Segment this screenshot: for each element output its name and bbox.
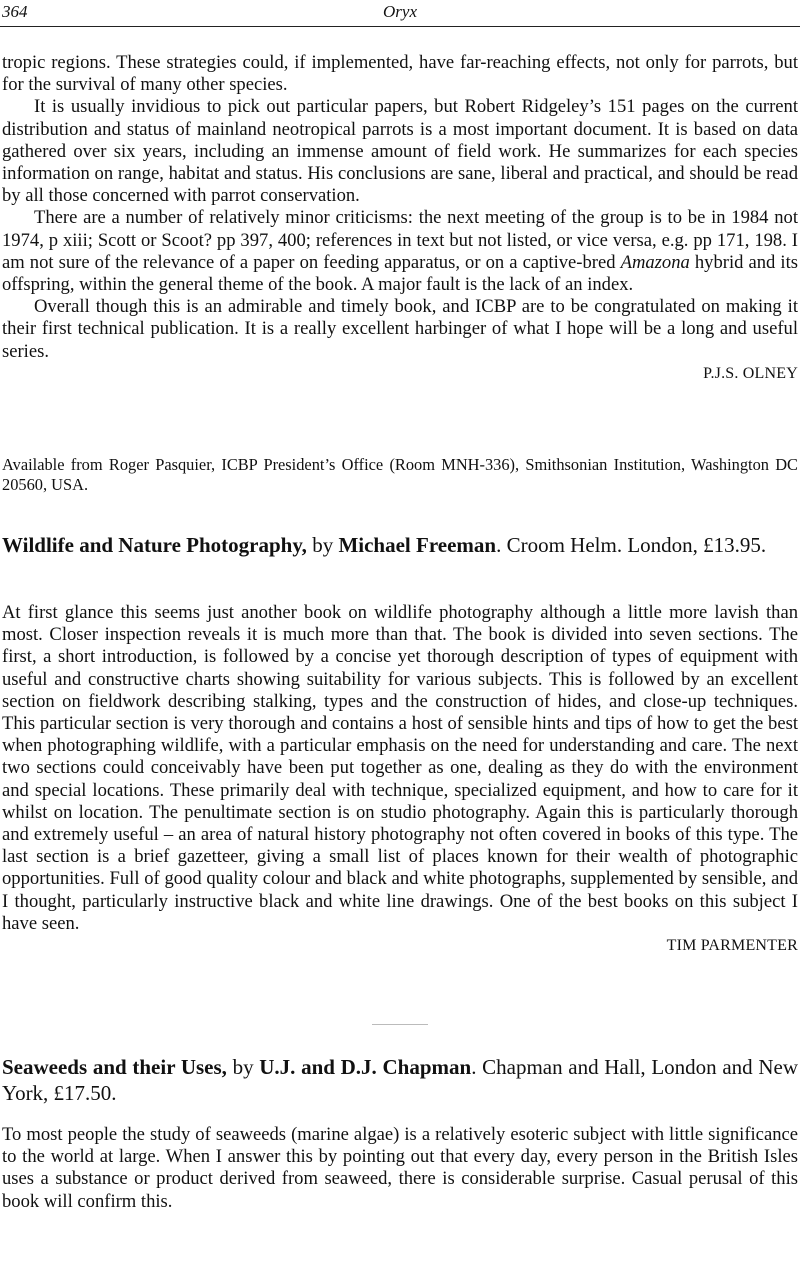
book-title: Seaweeds and their Uses, — [2, 1055, 227, 1079]
book-author: U.J. and D.J. Chapman — [259, 1055, 472, 1079]
publisher-info: . Chapman and Hall, London and New York, £17.50. — [2, 1055, 799, 1105]
paragraph: To most people the study of seaweeds (marine algae) is a relatively esoteric subject with little significance to the world at large. When I answer this by pointing out that every day, every person in the British Isles uses a substance or product derived from seaweed, there is considerable surprise. Casual perusal of this book will confirm this. — [2, 1124, 798, 1212]
availability-note: Available from Roger Pasquier, ICBP President’s Office (Room MNH-336), Smithsonian Institution, Washington DC 20560, USA. — [2, 455, 798, 494]
review-body — [2, 602, 798, 957]
section-divider — [372, 1024, 428, 1025]
page-header — [0, 0, 800, 26]
review-body — [2, 1124, 798, 1213]
header-rule — [0, 26, 800, 27]
reviewer-signature: P.J.S. OLNEY — [703, 364, 798, 382]
paragraph — [2, 207, 798, 296]
paragraph: It is usually invidious to pick out particular papers, but Robert Ridgeley’s 151 pages on the current distribution and status of mainland neotropical parrots is a most important document. It is based on data gathered over six years, including an immense amount of field work. He summarizes for each species information on range, habitat and status. His conclusions are sane, liberal and practical, and should be read by all those concerned with parrot conservation. — [2, 96, 798, 207]
paragraph: Overall though this is an admirable and timely book, and ICBP are to be congratulated on making it their first technical publication. It is a really excellent harbinger of what I hope will be a long and useful series. — [2, 296, 798, 362]
by-text: by — [306, 533, 339, 557]
review-heading — [2, 532, 798, 558]
book-author: Michael Freeman — [338, 533, 497, 557]
reviewer-signature: TIM PARMENTER — [666, 937, 798, 955]
paragraph-text: There are a number of relatively minor criticisms: the next meeting of the group is to be in 1984 not 1974, p xiii; Scott or Scoot? pp 397, 400; references in text but not listed, or vice versa, e.g. pp 171, 198. I am not sure of the relevance of a paper on feeding apparatus, or on a captive-bred — [2, 207, 798, 273]
paragraph: At first glance this seems just another book on wildlife photography although a little more lavish than most. Closer inspection reveals it is much more than that. The book is divided into seven sections. The first, a short introduction, is followed by a concise yet thorough description of types of equipment with useful and constructive charts showing suitability for various subjects. This is followed by an excellent section on fieldwork describing stalking, types and the construction of hides, and close-up techniques. This particular section is very thorough and contains a host of sensible hints and tips of how to get the best when photographing wildlife, with a particular emphasis on the need for understanding and care. The next two sections could conceivably have been put together as one, dealing as they do with the environment and special locations. These primarily deal with technique, specialized equipment, and how to care for it whilst on location. The penultimate section is on studio photography. Again this is particularly thorough and extremely useful – an area of natural history photography not often covered in books of this type. The last section is a brief gazetteer, giving a small list of places known for their wealth of photographic opportunities. Full of good quality colour and black and white photographs, supplemented by sensible, and I thought, particularly instructive black and white line drawings. One of the best books on this subject I have seen. — [2, 602, 798, 934]
paragraph: tropic regions. These strategies could, if implemented, have far-reaching effects, not only for parrots, but for the survival of many other species. — [2, 52, 798, 96]
review-heading — [2, 1054, 798, 1106]
running-title: Oryx — [383, 2, 417, 21]
book-title: Wildlife and Nature Photography, — [2, 533, 307, 557]
review-continuation — [2, 52, 798, 385]
by-text: by — [226, 1055, 260, 1079]
species-name: Amazona — [620, 251, 690, 273]
page-number: 364 — [2, 2, 28, 21]
paragraph-text: hybrid and its offspring, within the general theme of the book. A major fault is the lack of an index. — [2, 251, 798, 296]
publisher-info: . Croom Helm. London, £13.95. — [496, 533, 767, 557]
